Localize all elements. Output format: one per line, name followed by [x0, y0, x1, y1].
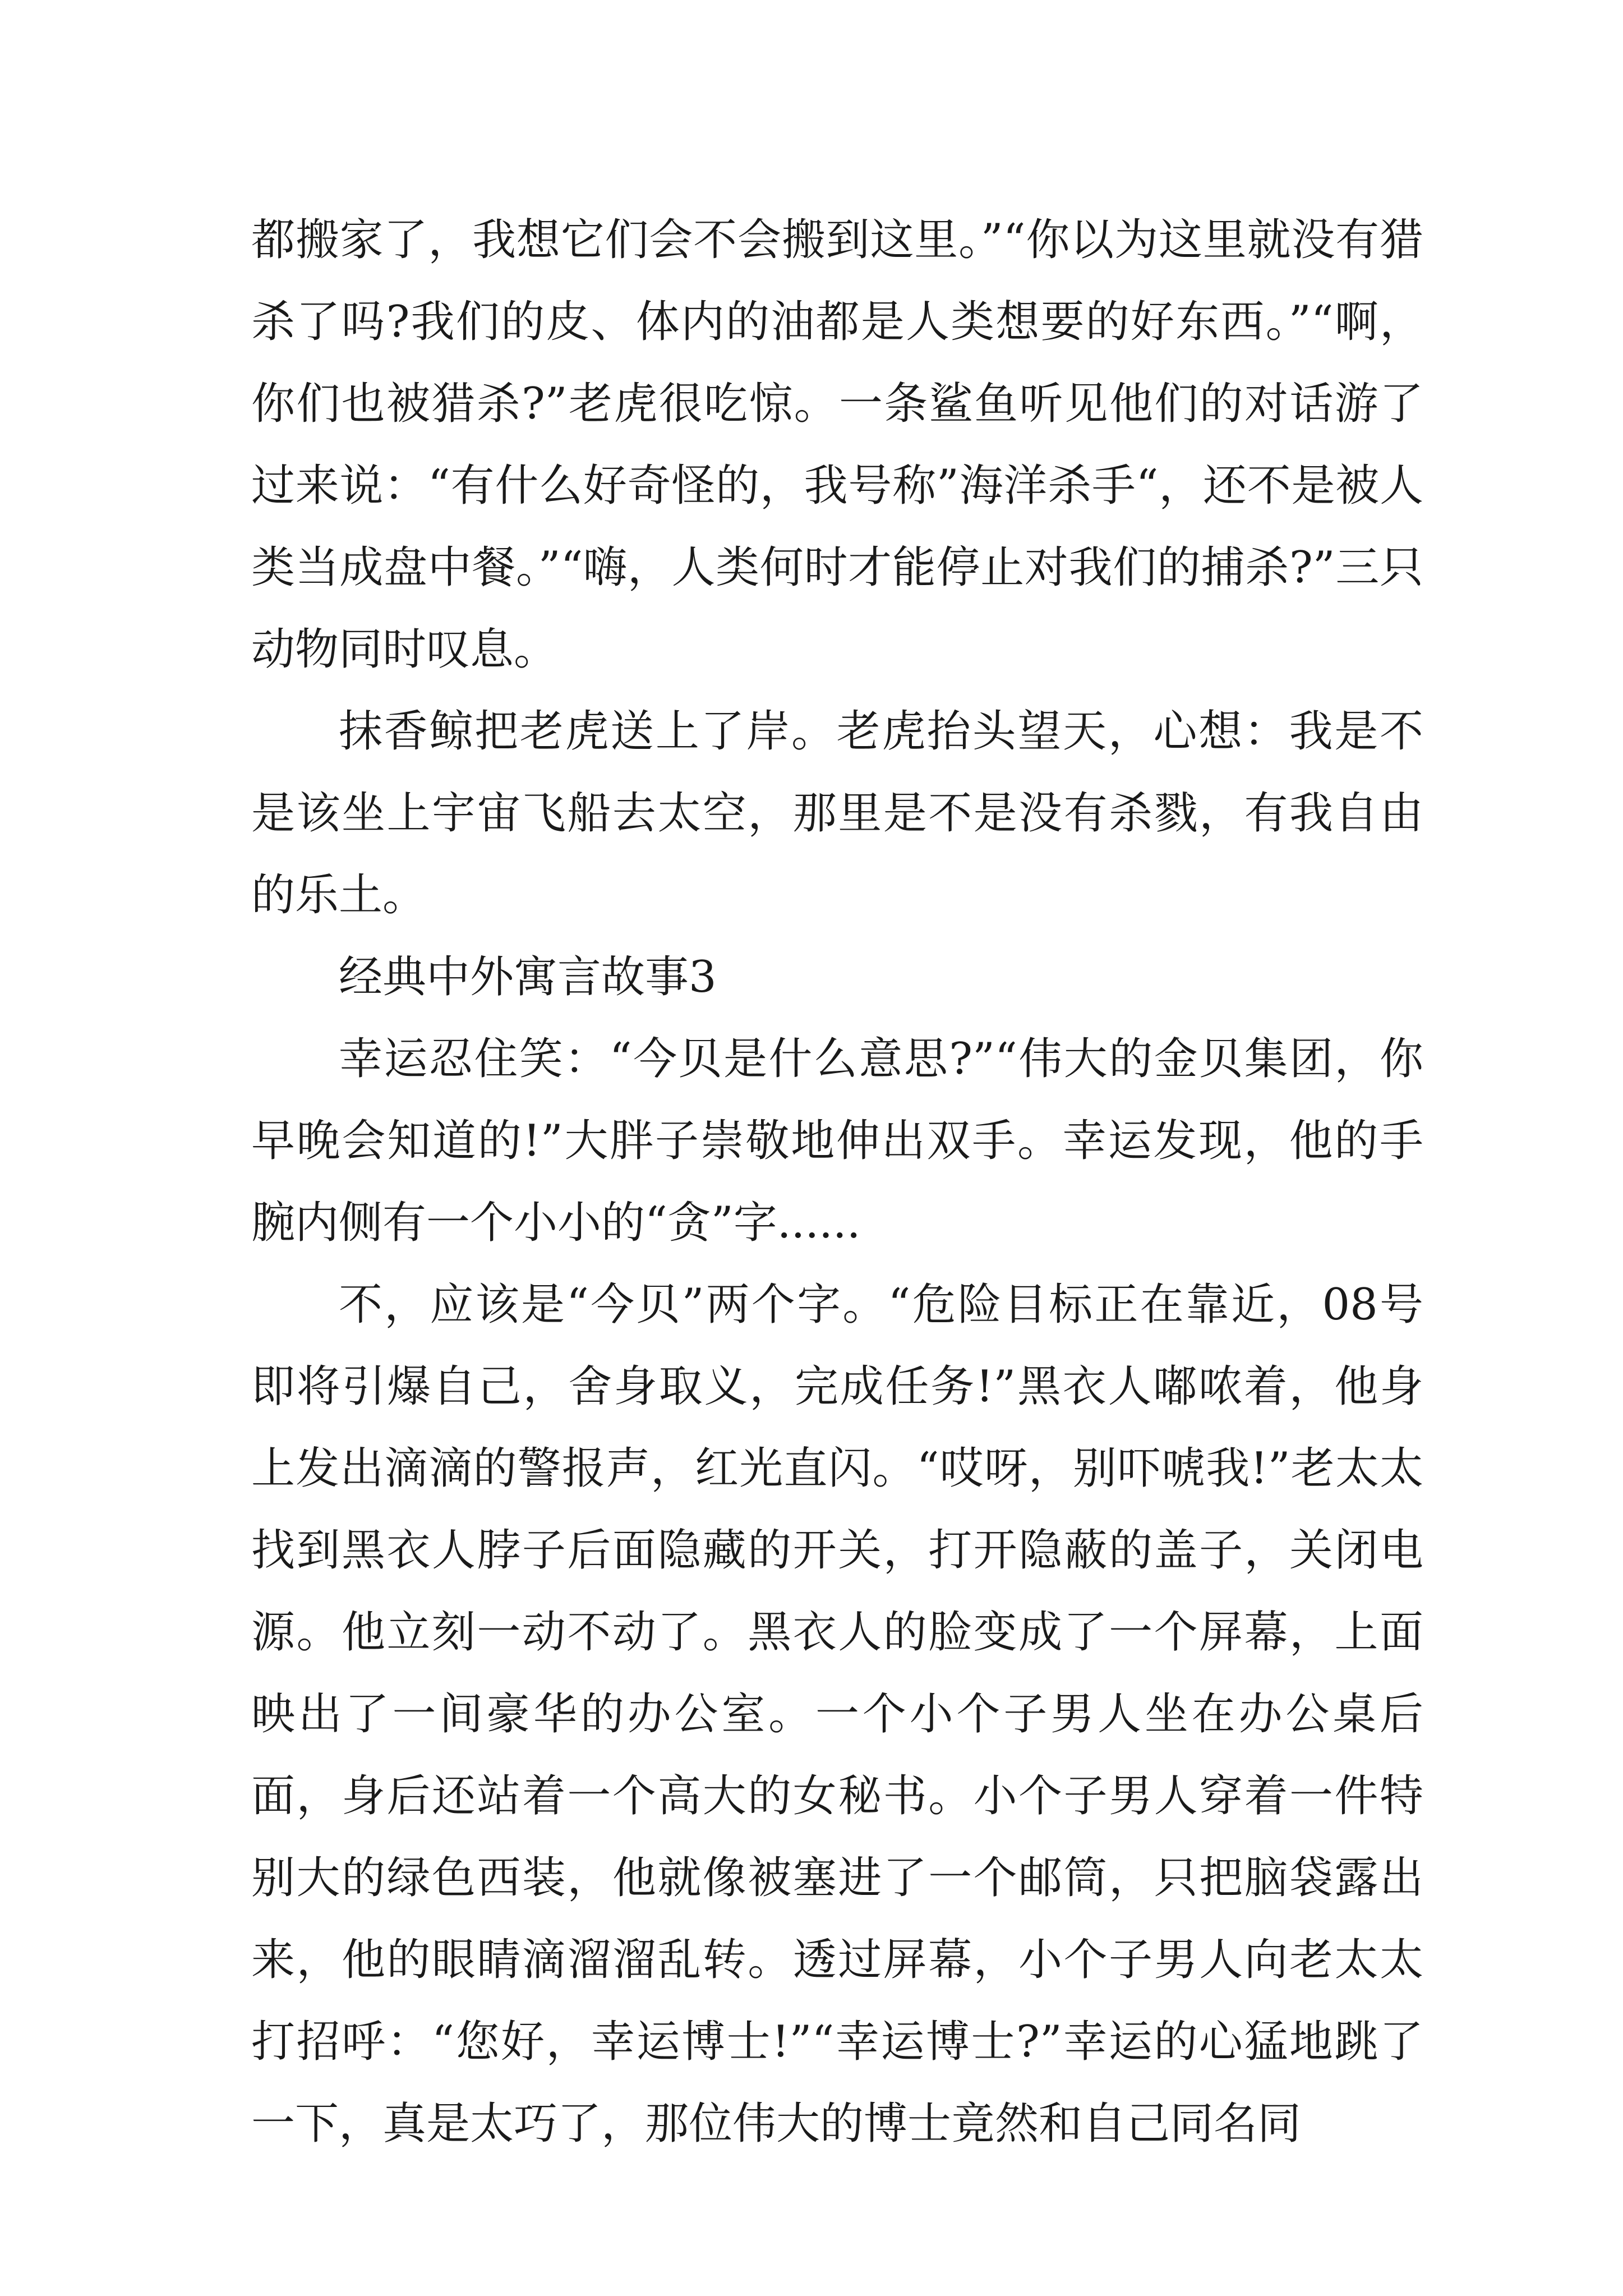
- document-body: [251, 199, 1423, 2165]
- paragraph-continuation: 都搬家了，我想它们会不会搬到这里。”“你以为这里就没有猎杀了吗?我们的皮、体内的油都是人类想要的好东西。”“啊，你们也被猎杀?”老虎很吃惊。一条鲨鱼听见他们的对话游了过来说：“有什么好奇怪的，我号称”海洋杀手“，还不是被人类当成盘中餐。”“嗨，人类何时才能停止对我们的捕杀?”三只动物同时叹息。: [251, 215, 1423, 675]
- paragraph-robot-screen: 不，应该是“今贝”两个字。“危险目标正在靠近，08号即将引爆自己，舍身取义，完成任务!”黑衣人嘟哝着，他身上发出滴滴的警报声，红光直闪。“哎呀，别吓唬我!”老太太找到黑衣人脖子后面隐藏的开关，打开隐蔽的盖子，关闭电源。他立刻一动不动了。黑衣人的脸变成了一个屏幕，上面映出了一间豪华的办公室。一个小个子男人坐在办公桌后面，身后还站着一个高大的女秘书。小个子男人穿着一件特别大的绿色西装，他就像被塞进了一个邮筒，只把脑袋露出来，他的眼睛滴溜溜乱转。透过屏幕，小个子男人向老太太打招呼：“您好，幸运博士!”“幸运博士?”幸运的心猛地跳了一下，真是太巧了，那位伟大的博士竟然和自己同名同: [251, 1280, 1423, 2149]
- section-heading: 经典中外寓言故事3: [339, 952, 717, 1002]
- paragraph-whale-shore: 抹香鲸把老虎送上了岸。老虎抬头望天，心想：我是不是该坐上宇宙飞船去太空，那里是不是没有杀戮，有我自由的乐土。: [251, 706, 1423, 921]
- paragraph-lucky-laugh: 幸运忍住笑：“今贝是什么意思?”“伟大的金贝集团，你早晚会知道的!”大胖子崇敬地伸出双手。幸运发现，他的手腕内侧有一个小小的“贪”字......: [251, 1034, 1423, 1248]
